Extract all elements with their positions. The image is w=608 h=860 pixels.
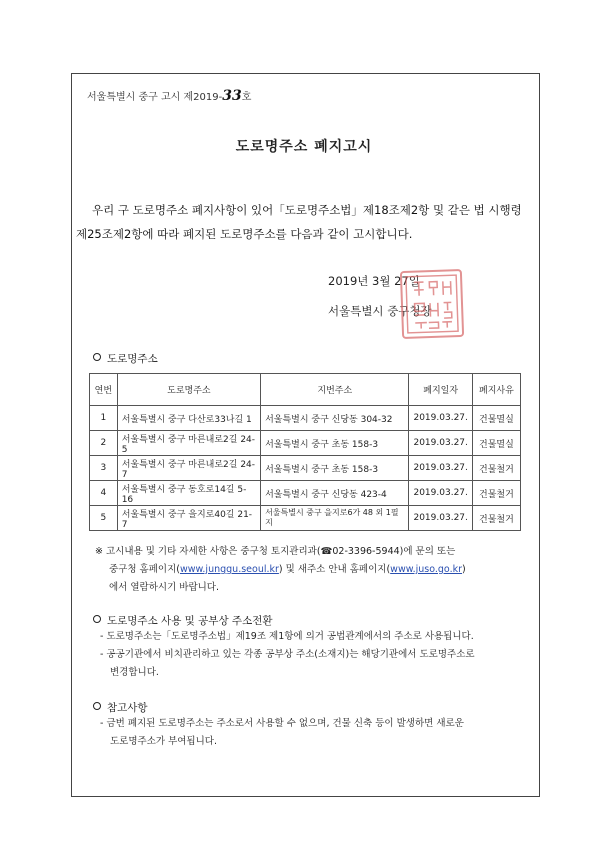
cell-no: 5 [90, 506, 118, 531]
table-row [90, 431, 521, 456]
note-text-b: ) 및 새주소 안내 홈페이지( [278, 564, 391, 575]
cell-reason: 건물멸실 [472, 406, 520, 431]
notice-suffix: 호 [241, 92, 252, 103]
section-ref-title: 참고사항 [107, 702, 148, 714]
cell-date: 2019.03.27. [409, 431, 472, 456]
table-row [90, 506, 521, 531]
circle-bullet-icon [93, 615, 101, 623]
circle-bullet-icon [93, 353, 101, 361]
cell-date: 2019.03.27. [409, 506, 472, 531]
cell-road-address: 서울특별시 중구 다산로33나길 1 [117, 406, 260, 431]
notice-number [87, 88, 251, 104]
juso-homepage-link[interactable]: www.juso.go.kr [390, 564, 463, 575]
circle-bullet-icon [93, 702, 101, 710]
cell-road-address: 서울특별시 중구 마른내로2길 24-7 [117, 456, 260, 481]
notice-date: 2019년 3월 27일 [328, 274, 420, 288]
section-conversion-title: 도로명주소 사용 및 공부상 주소전환 [107, 615, 273, 627]
cell-lot-address: 서울특별시 중구 신당동 423-4 [261, 481, 409, 506]
note-line-2 [95, 561, 525, 579]
note-text-c: ) [462, 564, 466, 575]
cell-date: 2019.03.27. [409, 481, 472, 506]
table-row [90, 481, 521, 506]
section-address-heading [93, 351, 158, 366]
contact-note [95, 543, 525, 597]
reference-list [100, 715, 525, 751]
list-item: - 공공기관에서 비치관리하고 있는 각종 공부상 주소(소재지)는 해당기관에서 도로명주소로 [100, 649, 475, 660]
official-seal-icon [400, 269, 464, 339]
issuer-name: 서울특별시 중구청장 [328, 304, 432, 318]
body-line-1: 우리 구 도로명주소 폐지사항이 있어「도로명주소법」제18조제2항 및 같은 법 시행령 [92, 203, 522, 217]
cell-reason: 건물철거 [472, 506, 520, 531]
page-title: 도로명주소 폐지고시 [235, 139, 373, 155]
cell-road-address: 서울특별시 중구 마른내로2길 24-5 [117, 431, 260, 456]
cell-date: 2019.03.27. [409, 456, 472, 481]
header-road-address: 도로명주소 [117, 374, 260, 406]
list-item-continuation: 변경합니다. [110, 667, 159, 678]
header-lot-address: 지번주소 [261, 374, 409, 406]
cell-lot-address: 서울특별시 중구 을지로6가 48 외 1필지 [261, 506, 409, 531]
cell-lot-address: 서울특별시 중구 초동 158-3 [261, 456, 409, 481]
address-table [89, 373, 521, 531]
cell-lot-address: 서울특별시 중구 초동 158-3 [261, 431, 409, 456]
table-row [90, 456, 521, 481]
conversion-list [100, 628, 525, 682]
cell-no: 3 [90, 456, 118, 481]
cell-road-address: 서울특별시 중구 을지로40길 21-7 [117, 506, 260, 531]
note-text-a: 중구청 홈페이지( [109, 564, 180, 575]
table-row [90, 406, 521, 431]
list-item-continuation: 도로명주소가 부여됩니다. [110, 736, 217, 747]
notice-number-text: 서울특별시 중구 고시 제2019- [87, 92, 223, 103]
section-ref-heading [93, 700, 148, 715]
note-line-3: 에서 열람하시기 바랍니다. [109, 582, 220, 593]
header-no: 연번 [90, 374, 118, 406]
cell-no: 2 [90, 431, 118, 456]
handwritten-number: 33 [222, 88, 242, 104]
body-paragraph [76, 198, 522, 246]
body-line-2: 제25조제2항에 따라 폐지된 도로명주소를 다음과 같이 고시합니다. [76, 227, 413, 241]
note-line-1: ※ 고시내용 및 기타 자세한 사항은 중구청 토지관리과(☎02-3396-5944)에 문의 또는 [95, 546, 456, 557]
cell-no: 4 [90, 481, 118, 506]
cell-no: 1 [90, 406, 118, 431]
header-abolish-reason: 폐지사유 [472, 374, 520, 406]
cell-reason: 건물철거 [472, 456, 520, 481]
header-abolish-date: 폐지일자 [409, 374, 472, 406]
table-header-row [90, 374, 521, 406]
cell-reason: 건물철거 [472, 481, 520, 506]
cell-lot-address: 서울특별시 중구 신당동 304-32 [261, 406, 409, 431]
cell-date: 2019.03.27. [409, 406, 472, 431]
cell-road-address: 서울특별시 중구 동호로14길 5-16 [117, 481, 260, 506]
list-item: - 금번 폐지된 도로명주소는 주소로서 사용할 수 없으며, 건물 신축 등이 발생하면 새로운 [100, 718, 464, 729]
junggu-homepage-link[interactable]: www.junggu.seoul.kr [179, 564, 279, 575]
cell-reason: 건물멸실 [472, 431, 520, 456]
section-address-title: 도로명주소 [107, 353, 158, 365]
section-conversion-heading [93, 613, 273, 628]
list-item: - 도로명주소는「도로명주소법」제19조 제1항에 의거 공법관계에서의 주소로 사용됩니다. [100, 631, 474, 642]
